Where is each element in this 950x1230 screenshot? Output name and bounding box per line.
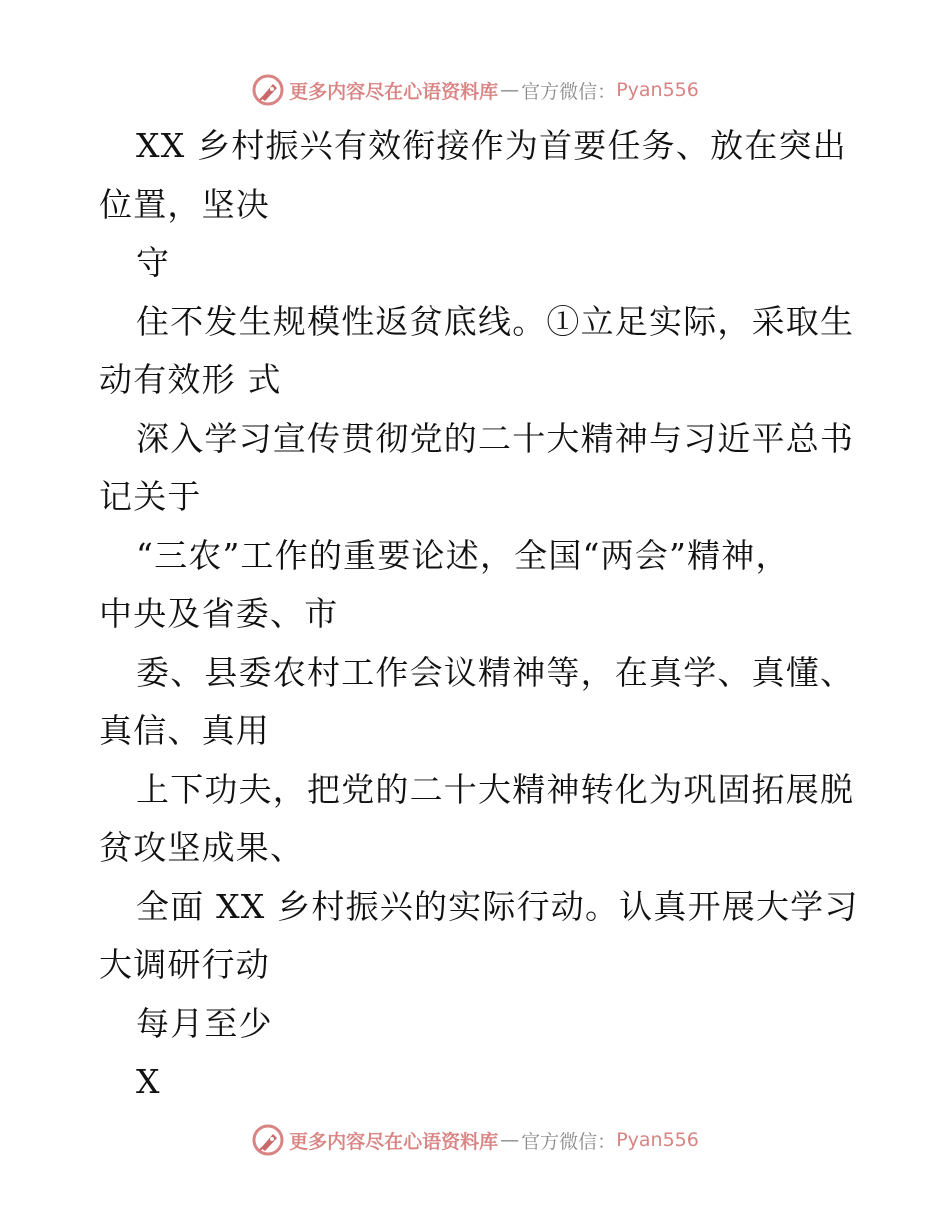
footer-dash: — [500, 1129, 520, 1151]
body-line: 动有效形 式 [99, 360, 282, 399]
body-line: 委、县委农村工作会议精神等，在真学、真懂、 [136, 653, 855, 692]
body-line: 深入学习宣传贯彻党的二十大精神与习近平总书 [136, 419, 855, 458]
pen-nib-logo-icon [251, 1123, 285, 1157]
header-site-text: 更多内容尽在心语资料库 [289, 80, 499, 103]
body-line: 上下功夫，把党的二十大精神转化为巩固拓展脱 [136, 770, 855, 809]
footer-wechat-id: Pyan556 [616, 1129, 699, 1151]
body-line: 真信、真用 [99, 711, 270, 750]
header-wechat-id: Pyan556 [616, 79, 699, 101]
body-line: 大调研行动 [99, 945, 270, 984]
body-line: 守 [136, 243, 171, 282]
footer-wechat-label: 官方微信： [521, 1130, 617, 1153]
body-line: 中央及省委、市 [99, 594, 339, 633]
body-line: 全面 XX 乡村振兴的实际行动。认真开展大学习 [136, 887, 859, 926]
header-dash: — [500, 79, 520, 101]
body-line: 位置，坚决 [99, 185, 270, 224]
body-line: “三农”工作的重要论述，全国“两会”精神， [136, 536, 790, 575]
body-line: 住不发生规模性返贫底线。①立足实际，采取生 [136, 302, 855, 341]
header-banner [0, 70, 950, 110]
body-line: 每月至少 [136, 1004, 273, 1043]
body-line: 记关于 [99, 477, 202, 516]
body-line: X [136, 1062, 161, 1101]
footer-site-text: 更多内容尽在心语资料库 [289, 1130, 499, 1153]
pen-nib-logo-icon [251, 73, 285, 107]
header-wechat-label: 官方微信： [521, 80, 617, 103]
body-line: XX 乡村振兴有效衔接作为首要任务、放在突出 [136, 126, 847, 165]
body-line: 贫攻坚成果、 [99, 828, 305, 867]
footer-banner [0, 1120, 950, 1160]
